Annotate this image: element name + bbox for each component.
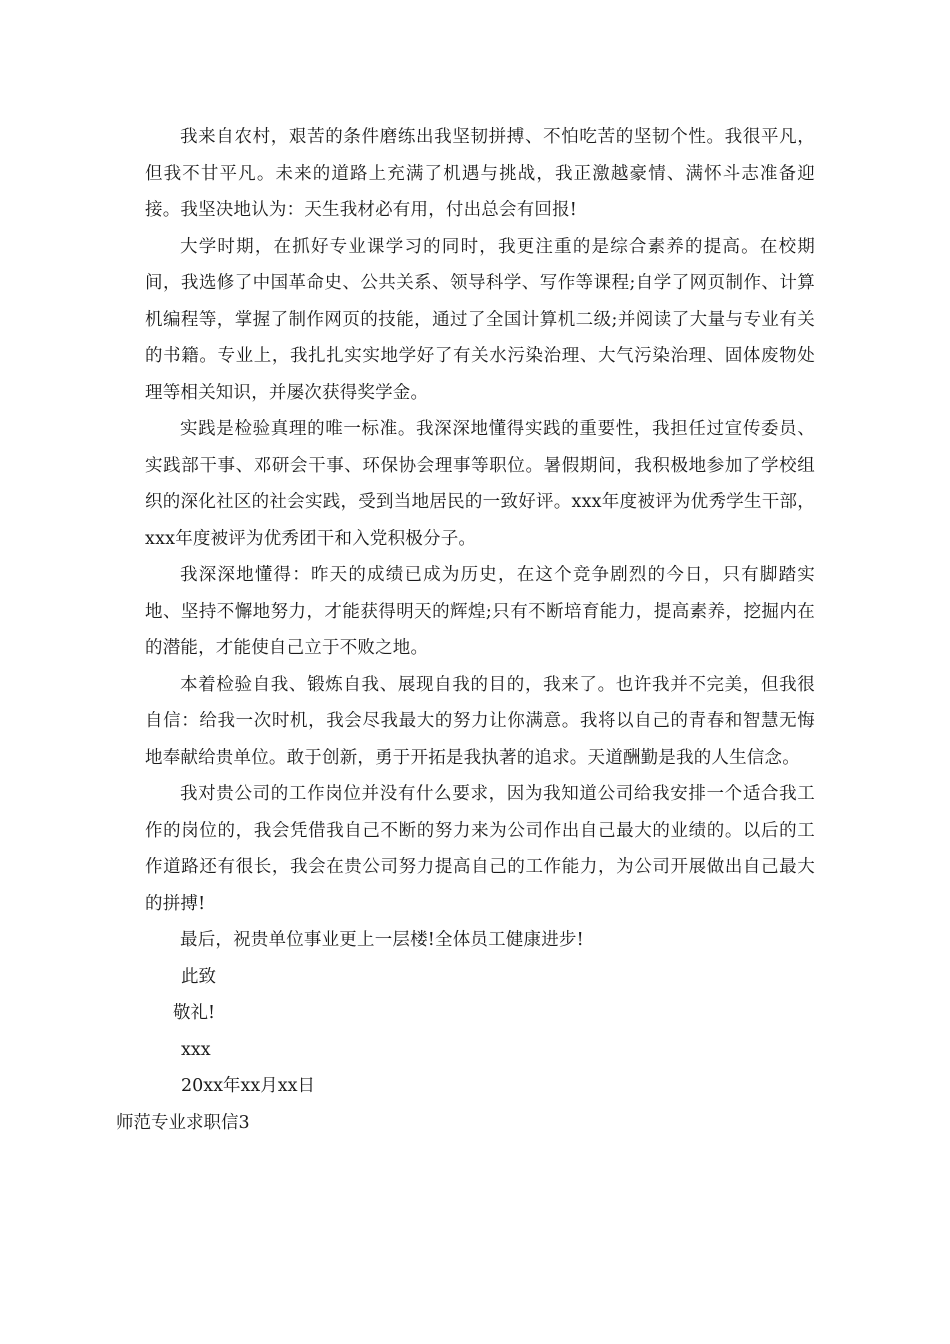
next-section-title: 师范专业求职信3 xyxy=(116,1112,250,1133)
paragraph-wishes: 最后，祝贵单位事业更上一层楼!全体员工健康进步! xyxy=(180,930,584,950)
paragraph-practice: 实践是检验真理的唯一标准。我深深地懂得实践的重要性，我担任过宣传委员、实践部干事、邓研会干事、环保协会理事等职位。暑假期间，我积极地参加了学校组织的深化社区的社会实践，受到当地居民的一致好评。xxx年度被评为优秀学生干部，xxx年度被评为优秀团干和入党积极分子。 xyxy=(145,419,815,549)
paragraph-self-confidence: 本着检验自我、锻炼自我、展现自我的目的，我来了。也许我并不完美，但我很自信：给我一次时机，我会尽我最大的努力让你满意。我将以自己的青春和智慧无悔地奉献给贵单位。敢于创新，勇于开拓是我执著的追求。天道酬勤是我的人生信念。 xyxy=(145,674,815,768)
paragraph-understanding: 我深深地懂得：昨天的成绩已成为历史，在这个竞争剧烈的今日，只有脚踏实地、坚持不懈地努力，才能获得明天的辉煌;只有不断培育能力，提高素养，挖掘内在的潜能，才能使自己立于不败之地。 xyxy=(145,565,815,658)
paragraph-background: 我来自农村，艰苦的条件磨练出我坚韧拼搏、不怕吃苦的坚韧个性。我很平凡，但我不甘平凡。未来的道路上充满了机遇与挑战，我正激越豪情、满怀斗志准备迎接。我坚决地认为：天生我材必有用，付出总会有回报! xyxy=(145,127,815,220)
date: 20xx年xx月xx日 xyxy=(181,1076,315,1096)
signature: xxx xyxy=(181,1039,211,1060)
letter-body xyxy=(116,119,815,1141)
regards: 敬礼! xyxy=(173,1003,216,1023)
paragraph-university: 大学时期，在抓好专业课学习的同时，我更注重的是综合素养的提高。在校期间，我选修了中国革命史、公共关系、领导科学、写作等课程;自学了网页制作、计算机编程等，掌握了制作网页的技能，通过了全国计算机二级;并阅读了大量与专业有关的书籍。专业上，我扎扎实实地学好了有关水污染治理、大气污染治理、固体废物处理等相关知识，并屡次获得奖学金。 xyxy=(145,236,815,403)
salutation: 此致 xyxy=(181,966,216,987)
paragraph-job-expectation: 我对贵公司的工作岗位并没有什么要求，因为我知道公司给我安排一个适合我工作的岗位的，我会凭借我自己不断的努力来为公司作出自己最大的业绩的。以后的工作道路还有很长，我会在贵公司努力提高自己的工作能力，为公司开展做出自己最大的拼搏! xyxy=(145,784,815,914)
